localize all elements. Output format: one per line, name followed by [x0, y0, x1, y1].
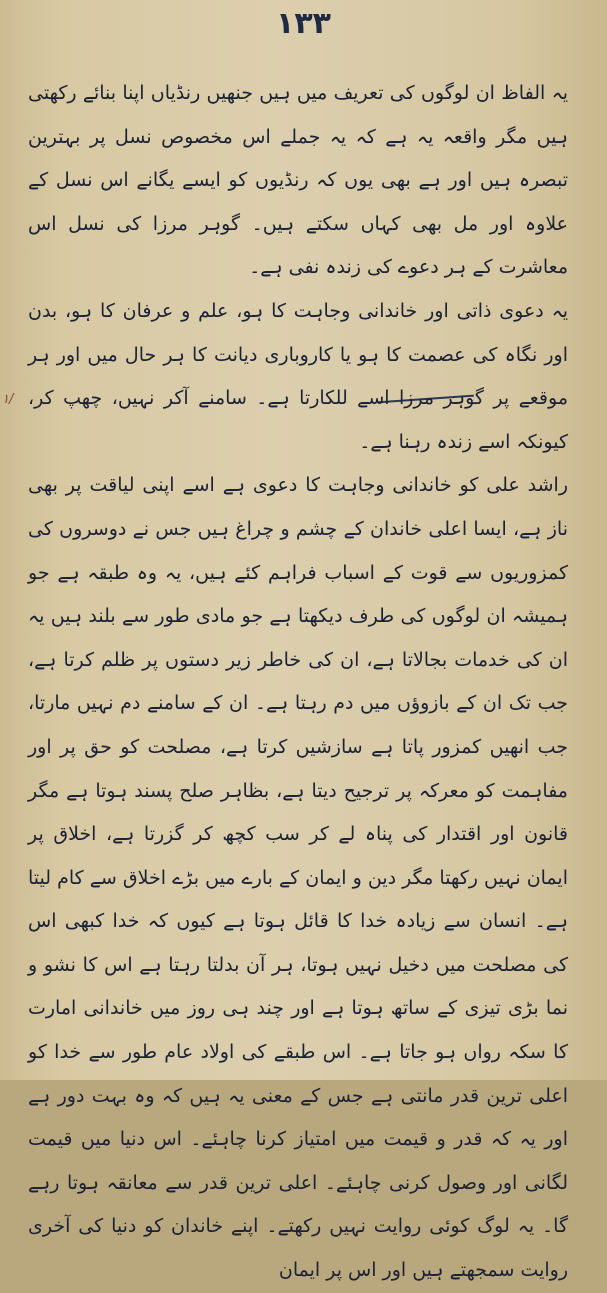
margin-note: ۱/ — [2, 392, 14, 407]
page-number: ۱۳۳ — [276, 6, 331, 41]
paragraph: یہ الفاظ ان لوگوں کی تعریف میں ہیں جنھیں رنڈیاں اپنا بنائے رکھتی ہیں مگر واقعہ یہ ہے کہ یہ جملے اس مخصوص نسل پر بہترین تبصرہ ہیں اور ہے بھی یوں کہ رنڈیوں کو ایسے یگانے اس نسل کے علاوہ اور مل بھی کہاں سکتے ہیں۔ گوہر مرزا کی نسل اس معاشرت کے ہر دعوے کی زندہ نفی ہے۔ — [28, 82, 568, 279]
paragraph: راشد علی کو خاندانی وجاہت کا دعوی ہے اسے اپنی لیاقت پر بھی ناز ہے، ایسا اعلی خاندان کے چشم و چراغ ہیں جس نے دوسروں کی کمزوریوں سے قوت کے اسباب فراہم کئے ہیں، یہ وہ طبقہ ہے جو ہمیشہ ان لوگوں کی طرف دیکھتا ہے جو مادی طور سے بلند ہیں یہ ان کی خدمات بجالاتا ہے، ان کی خاطر زیر دستوں پر ظلم کرتا ہے، جب تک ان کے بازوؤں میں دم رہتا ہے۔ ان کے سامنے دم نہیں مارتا، جب انھیں کمزور پاتا ہے سازشیں کرتا ہے، مصلحت کو حق پر اور مفاہمت کو معرکہ پر ترجیح دیتا ہے، بظاہر صلح پسند ہوتا ہے مگر قانون اور اقتدار کی پناہ لے کر سب کچھ کر گزرتا ہے، اخلاق پر ایمان نہیں رکھتا مگر دین و ایمان کے بارے میں بڑے اخلاق سے کام لیتا ہے۔ انسان سے زیادہ خدا کا قائل ہوتا ہے کیوں کہ خدا کبھی اس کی مصلحت میں دخیل نہیں ہوتا، ہر آن بدلتا رہتا ہے اس کا نشو و نما بڑی تیزی کے ساتھ ہوتا ہے اور چند ہی روز میں خاندانی امارت کا سکہ رواں ہو جاتا ہے۔ اس طبقے کی اولاد عام طور سے خدا کو اعلی ترین قدر مانتی ہے جس کے معنی یہ ہیں کہ وہ بہت دور ہے اور یہ کہ قدر و قیمت میں امتیاز کرنا چاہئے۔ اس دنیا میں قیمت لگانی اور وصول کرنی چاہئے۔ اعلی ترین قدر سے معانقہ ہوتا رہے گا۔ یہ لوگ کوئی روایت نہیں رکھتے۔ اپنے خاندان کو دنیا کی آخری روایت سمجھتے ہیں اور اس پر ایمان — [28, 474, 568, 1282]
paragraph: یہ دعوی ذاتی اور خاندانی وجاہت کا ہو، علم و عرفان کا ہو، بدن اور نگاہ کی عصمت کا ہو یا کاروباری دیانت کا ہر حال میں اور ہر موقعے پر گوہر مرزا اسے للکارتا ہے۔ سامنے آکر نہیں، چھپ کر، کیونکہ اسے زندہ رہنا ہے۔ — [28, 299, 568, 453]
page-body — [28, 72, 568, 1293]
